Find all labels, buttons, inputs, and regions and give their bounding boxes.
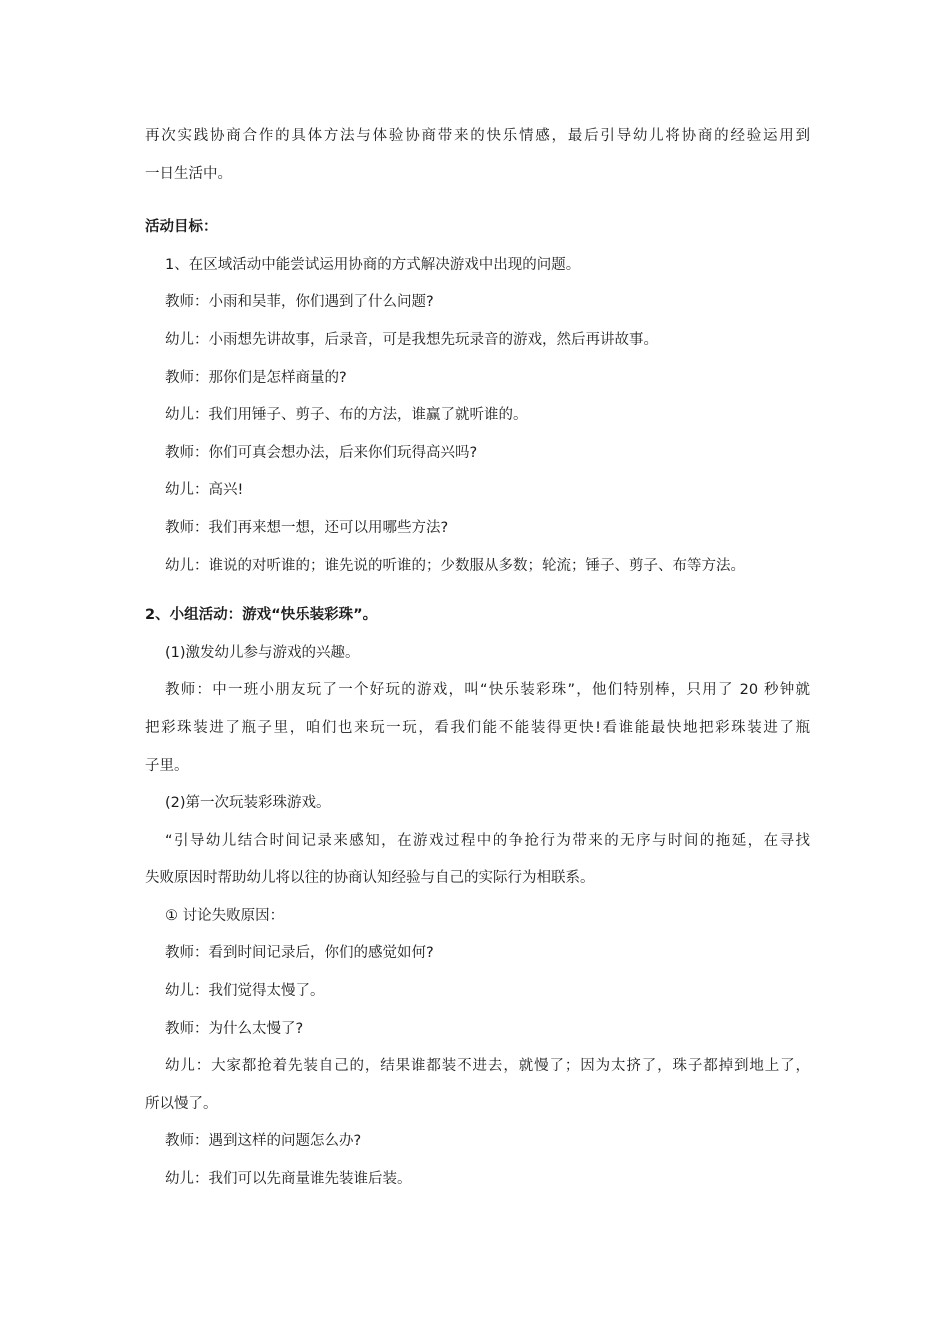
dialogue-line: 教师：看到时间记录后，你们的感觉如何?	[165, 945, 434, 962]
dialogue-line: 幼儿：小雨想先讲故事，后录音，可是我想先玩录音的游戏，然后再讲故事。	[165, 331, 658, 348]
section-2-heading: 2、小组活动：游戏“快乐装彩珠”。	[145, 607, 378, 624]
dialogue-line: 教师：为什么太慢了?	[165, 1020, 304, 1037]
step-2: (2)第一次玩装彩珠游戏。	[165, 795, 331, 812]
teacher-paragraph-line-1: 教师：中一班小朋友玩了一个好玩的游戏，叫“快乐装彩珠”，他们特别棒，只用了 20 秒钟就	[165, 682, 810, 699]
document-page	[145, 118, 810, 1199]
discussion-heading: ① 讨论失败原因：	[165, 907, 285, 924]
guidance-line-2: 失败原因时帮助幼儿将以往的协商认知经验与自己的实际行为相联系。	[145, 870, 595, 887]
dialogue-line: 幼儿：我们觉得太慢了。	[165, 983, 325, 1000]
dialogue-line: 教师：遇到这样的问题怎么办?	[165, 1133, 362, 1150]
dialogue-line: 幼儿：谁说的对听谁的；谁先说的听谁的；少数服从多数；轮流；锤子、剪子、布等方法。	[165, 557, 745, 574]
intro-line-1: 再次实践协商合作的具体方法与体验协商带来的快乐情感，最后引导幼儿将协商的经验运用到	[145, 128, 810, 144]
dialogue-line: 教师：你们可真会想办法，后来你们玩得高兴吗?	[165, 444, 478, 461]
dialogue-line: 幼儿：我们用锤子、剪子、布的方法，谁赢了就听谁的。	[165, 407, 528, 424]
goal-item-1: 1、在区域活动中能尝试运用协商的方式解决游戏中出现的问题。	[165, 256, 581, 273]
dialogue-line: 教师：我们再来想一想，还可以用哪些方法?	[165, 519, 449, 536]
dialogue-line: 教师：小雨和吴菲，你们遇到了什么问题?	[165, 294, 434, 311]
dialogue-line-continued: 所以慢了。	[145, 1095, 218, 1112]
guidance-line-1: “引导幼儿结合时间记录来感知，在游戏过程中的争抢行为带来的无序与时间的拖延，在寻找	[165, 832, 810, 849]
teacher-paragraph-line-2: 把彩珠装进了瓶子里，咱们也来玩一玩，看我们能不能装得更快!看谁能最快地把彩珠装进了瓶	[145, 719, 810, 736]
intro-line-2: 一日生活中。	[145, 165, 232, 182]
teacher-paragraph-line-3: 子里。	[145, 757, 189, 774]
goal-heading: 活动目标：	[145, 219, 218, 236]
step-1: (1)激发幼儿参与游戏的兴趣。	[165, 644, 360, 661]
dialogue-line: 幼儿：大家都抢着先装自己的，结果谁都装不进去，就慢了；因为太挤了，珠子都掉到地上了，	[165, 1058, 810, 1075]
dialogue-line: 教师：那你们是怎样商量的?	[165, 369, 347, 386]
dialogue-line: 幼儿：我们可以先商量谁先装谁后装。	[165, 1171, 412, 1188]
dialogue-line: 幼儿：高兴!	[165, 482, 244, 499]
